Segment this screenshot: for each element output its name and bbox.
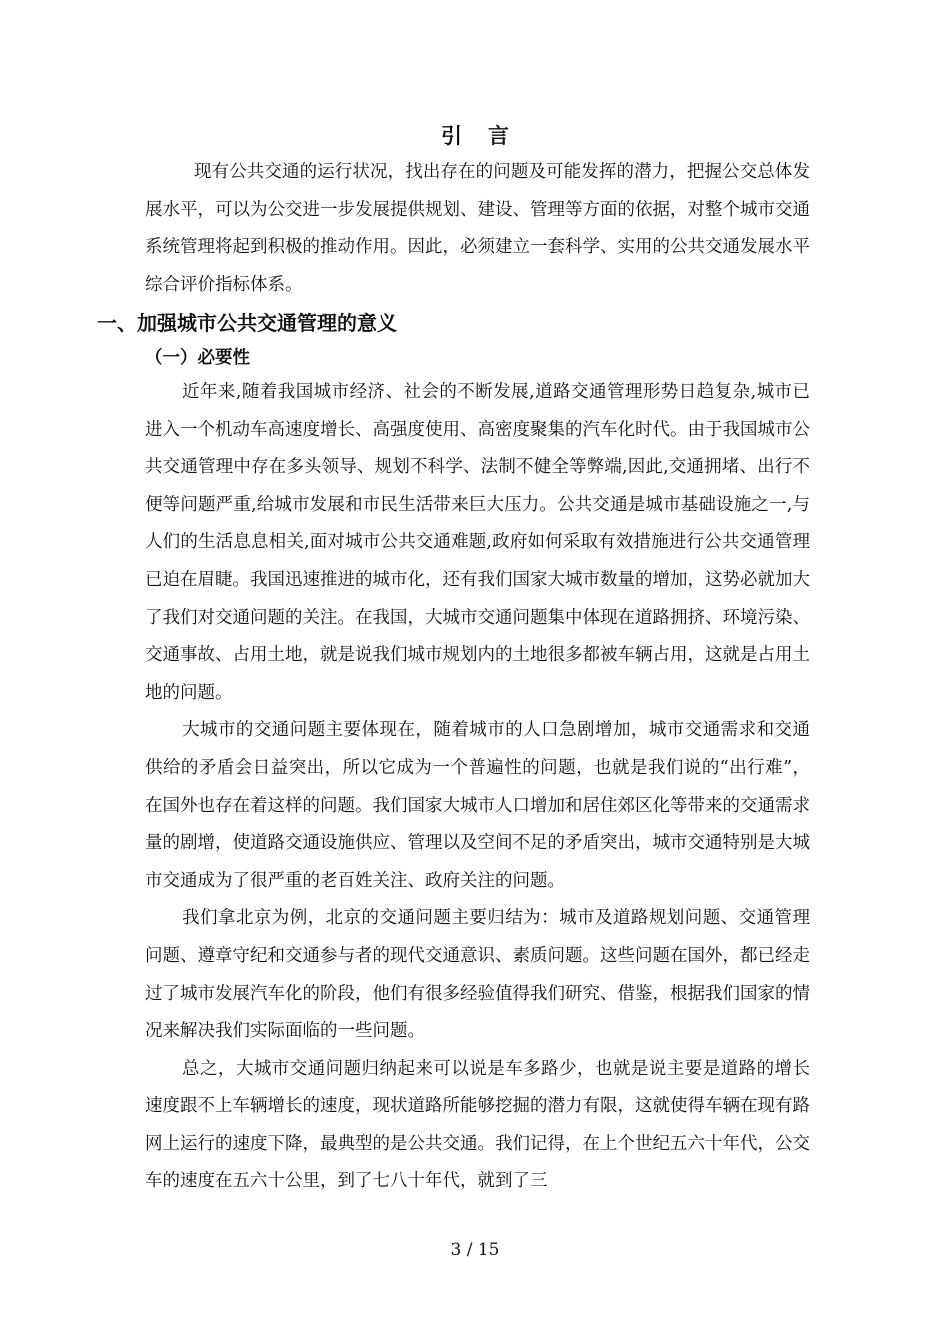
intro-paragraph: 现有公共交通的运行状况，找出存在的问题及可能发挥的潜力，把握公交总体发展水平，可以为公交进一步发展提供规划、建设、管理等方面的依据，对整个城市交通系统管理将起到积极的推动作用。因此，必须建立一套科学、实用的公共交通发展水平综合评价指标体系。 [145,162,810,295]
body-paragraph: 我们拿北京为例，北京的交通问题主要归结为：城市及道路规划问题、交通管理问题、遵章守纪和交通参与者的现代交通意识、素质问题。这些问题在国外，都已经走过了城市发展汽车化的阶段，他们有很多经验值得我们研究、借鉴，根据我们国家的情况来解决我们实际面临的一些问题。 [145,908,810,1042]
page-title: 引言 [441,124,535,148]
body-paragraph: 近年来,随着我国城市经济、社会的不断发展,道路交通管理形势日趋复杂,城市已进入一个机动车高速度增长、高强度使用、高密度聚集的汽车化时代。由于我国城市公共交通管理中存在多头领导、规划不科学、法制不健全等弊端,因此,交通拥堵、出行不便等问题严重,给城市发展和市民生活带来巨大压力。公共交通是城市基础设施之一,与人们的生活息息相关,面对城市公共交通难题,政府如何采取有效措施进行公共交通管理已迫在眉睫。我国迅速推进的城市化，还有我们国家大城市数量的增加，这势必就加大了我们对交通问题的关注。在我国，大城市交通问题集中体现在道路拥挤、环境污染、交通事故、占用土地，就是说我们城市规划内的土地很多都被车辆占用，这就是占用土地的问题。 [145,382,810,703]
body-paragraph: 大城市的交通问题主要体现在，随着城市的人口急剧增加，城市交通需求和交通供给的矛盾会日益突出，所以它成为一个普遍性的问题，也就是我们说的“出行难”，在国外也存在着这样的问题。我们国家大城市人口增加和居住郊区化等带来的交通需求量的剧增，使道路交通设施供应、管理以及空间不足的矛盾突出，城市交通特别是大城市交通成为了很严重的老百姓关注、政府关注的问题。 [145,720,810,891]
subsection-heading: （一）必要性 [145,348,250,368]
section-heading: 一、加强城市公共交通管理的意义 [97,311,397,335]
intro-block [145,154,810,304]
page-number: 3 / 15 [450,1240,500,1260]
body-paragraph: 总之，大城市交通问题归纳起来可以说是车多路少，也就是说主要是道路的增长速度跟不上车辆增长的速度，现状道路所能够挖掘的潜力有限，这就使得车辆在现有路网上运行的速度下降，最典型的是公共交通。我们记得，在上个世纪五六十年代，公交车的速度在五六十公里，到了七八十年代，就到了三 [145,1058,810,1192]
body-text [145,374,810,1201]
